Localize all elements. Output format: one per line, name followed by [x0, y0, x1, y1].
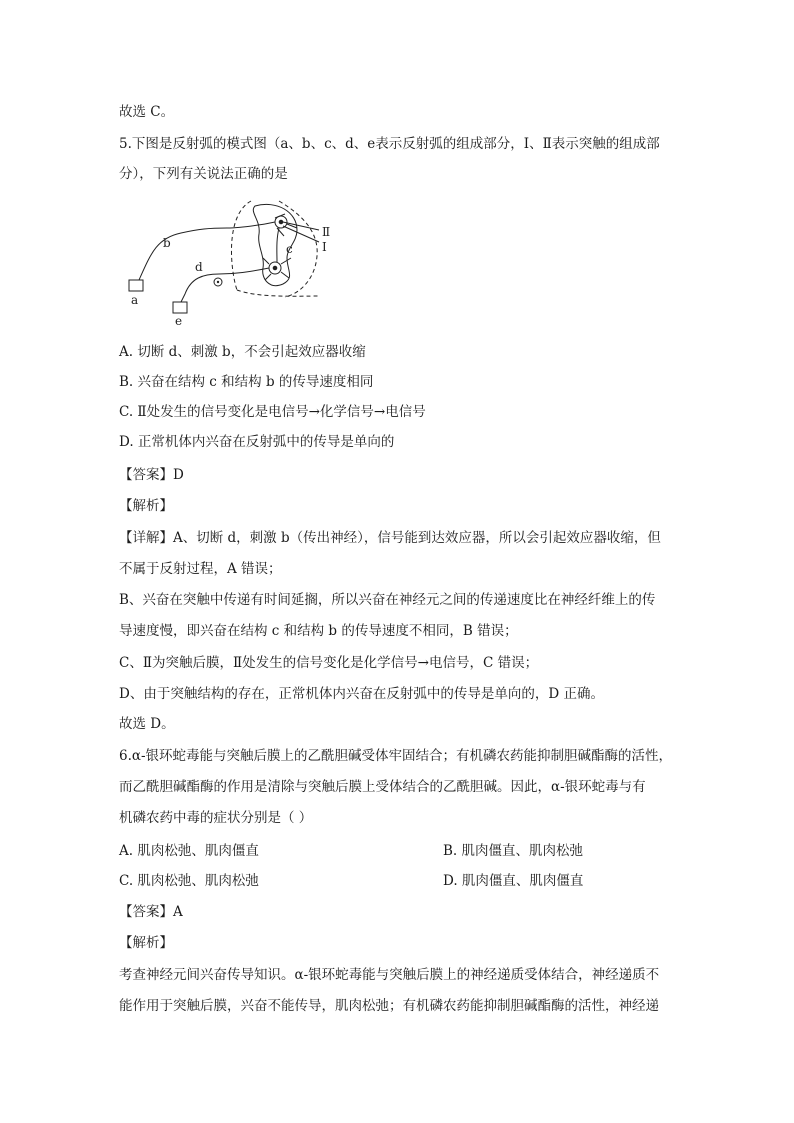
q5-option-a: A. 切断 d、刺激 b，不会引起效应器收缩 [119, 344, 366, 360]
q6-stem-line2: 而乙酰胆碱酯酶的作用是清除与突触后膜上受体结合的乙酰胆碱。因此，α-银环蛇毒与有 [119, 779, 646, 795]
label-a: a [131, 293, 139, 307]
stimulation-point-dot [217, 281, 219, 283]
pathway-c [277, 228, 279, 262]
q5-option-c: C. Ⅱ处发生的信号变化是电信号→化学信号→电信号 [119, 404, 426, 420]
nucleus-lower [273, 266, 277, 270]
q5-conclusion: 故选 D。 [119, 716, 175, 732]
q4-conclusion: 故选 C。 [119, 104, 175, 120]
q6-option-c: C. 肌肉松弛、肌肉松弛 [119, 873, 259, 889]
q5-analysis-line: B、兴奋在突触中传递有时间延搁，所以兴奋在神经元之间的传递速度比在神经纤维上的传 [119, 592, 656, 608]
q6-analysis-heading: 【解析】 [119, 935, 173, 951]
q5-option-d: D. 正常机体内兴奋在反射弧中的传导是单向的 [119, 434, 395, 450]
label-roman2: Ⅱ [322, 225, 331, 239]
q6-stem-line3: 机磷农药中毒的症状分别是（ ） [119, 810, 313, 826]
q5-analysis-line: D、由于突触结构的存在，正常机体内兴奋在反射弧中的传导是单向的，D 正确。 [119, 686, 604, 702]
q5-answer: 【答案】D [119, 467, 184, 483]
reflex-arc-diagram [119, 198, 359, 326]
effector-box-e [173, 302, 187, 313]
nucleus-upper [279, 220, 283, 224]
q5-analysis-line: 导速度慢，即兴奋在结构 c 和结构 b 的传导速度不相同，B 错误； [119, 623, 518, 639]
q5-analysis-heading: 【解析】 [119, 498, 173, 514]
label-e: e [175, 314, 183, 326]
q6-option-b: B. 肌肉僵直、肌肉松弛 [443, 843, 584, 859]
q6-analysis-line: 能作用于突触后膜，兴奋不能传导，肌肉松弛；有机磷农药能抑制胆碱酯酶的活性，神经递 [119, 998, 659, 1014]
receptor-box-a [129, 280, 143, 291]
label-b: b [163, 236, 171, 250]
q6-answer: 【答案】A [119, 904, 183, 920]
q5-option-b: B. 兴奋在结构 c 和结构 b 的传导速度相同 [119, 374, 374, 390]
q6-stem-line1: 6.α-银环蛇毒能与突触后膜上的乙酰胆碱受体牢固结合；有机磷农药能抑制胆碱酯酶的活性， [119, 748, 673, 764]
spinal-cord-outline [231, 201, 319, 297]
q5-stem-line2: 分），下列有关说法正确的是 [119, 166, 288, 182]
q5-analysis-line: 不属于反射过程，A 错误； [119, 561, 282, 577]
q6-option-a: A. 肌肉松弛、肌肉僵直 [119, 843, 259, 859]
q6-option-d: D. 肌肉僵直、肌肉僵直 [443, 873, 584, 889]
q5-stem-line1: 5.下图是反射弧的模式图（a、b、c、d、e表示反射弧的组成部分，I、Ⅱ表示突触的组成部 [119, 136, 660, 152]
q5-analysis-line: C、Ⅱ为突触后膜，Ⅱ处发生的信号变化是化学信号→电信号，C 错误； [119, 655, 539, 671]
interneuron-upper [265, 214, 297, 236]
q5-analysis-line: 【详解】A、切断 d，刺激 b（传出神经），信号能到达效应器，所以会引起效应器收缩，但 [119, 530, 661, 546]
q6-analysis-line: 考查神经元间兴奋传导知识。α-银环蛇毒能与突触后膜上的神经递质受体结合，神经递质不 [119, 967, 660, 983]
label-roman1: I [322, 240, 327, 254]
label-c: c [286, 242, 293, 256]
label-d: d [195, 260, 203, 274]
